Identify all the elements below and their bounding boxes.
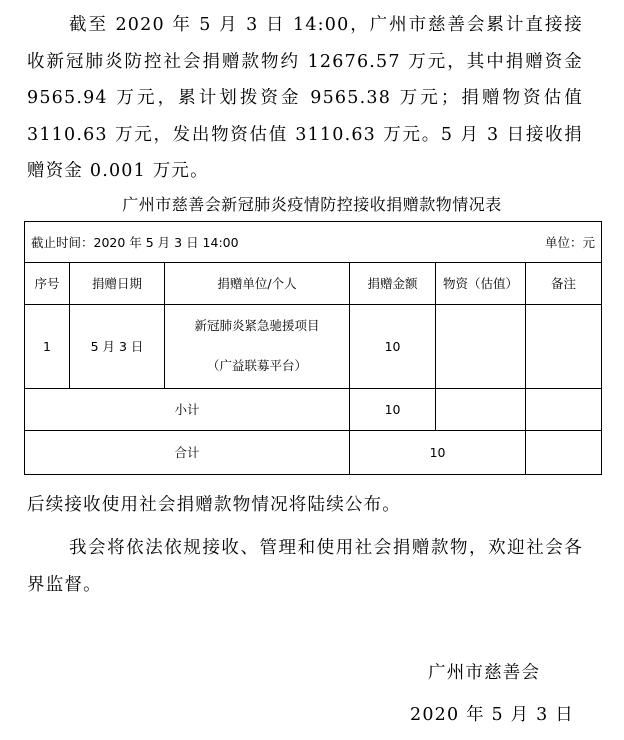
header-amount: 捐赠金额 [350,263,436,304]
total-label: 合计 [25,430,350,474]
table-row [25,304,602,389]
cell-amount: 10 [350,304,436,389]
cell-remark [526,304,602,389]
subtotal-remark [526,389,602,430]
followup-paragraph: 后续接收使用社会捐赠款物情况将陆续公布。 [27,495,401,515]
intro-paragraph: 截至 2020 年 5 月 3 日 14:00，广州市慈善会累计直接接收新冠肺炎防控社会捐赠款物约 12676.57 万元，其中捐赠资金 9565.94 万元，累计划拨资金 9565.38 万元；捐赠物资估值 3110.63 万元，发出物资估值 3110.63 万元。5 月 3 日接收捐赠资金 0.001 万元。 [27,15,583,181]
donor-name: 新冠肺炎紧急驰援项目 [194,318,320,334]
donor-platform: （广益联募平台） [206,358,307,374]
cell-donor [165,304,350,389]
subtotal-label: 小计 [25,389,350,430]
header-goods: 物资（估值） [436,263,526,304]
header-remark: 备注 [526,263,602,304]
table-meta-row [25,222,602,263]
total-remark [526,430,602,474]
signature-date: 2020 年 5 月 3 日 [410,705,574,725]
header-seq: 序号 [25,263,70,304]
subtotal-goods [436,389,526,430]
total-amount: 10 [350,430,526,474]
unit-label: 单位：元 [436,222,602,263]
header-donor: 捐赠单位/个人 [165,263,350,304]
cutoff-time: 截止时间：2020 年 5 月 3 日 14:00 [25,222,436,263]
table-header-row [25,263,602,304]
donation-table [24,221,602,475]
commitment-paragraph: 我会将依法依规接收、管理和使用社会捐赠款物，欢迎社会各界监督。 [27,538,583,595]
subtotal-amount: 10 [350,389,436,430]
cell-seq: 1 [25,304,70,389]
cell-goods [436,304,526,389]
header-date: 捐赠日期 [70,263,165,304]
total-row [25,430,602,474]
signature-organization: 广州市慈善会 [428,663,541,683]
subtotal-row [25,389,602,430]
cell-date: 5 月 3 日 [70,304,165,389]
table-title: 广州市慈善会新冠肺炎疫情防控接收捐赠款物情况表 [122,195,502,214]
